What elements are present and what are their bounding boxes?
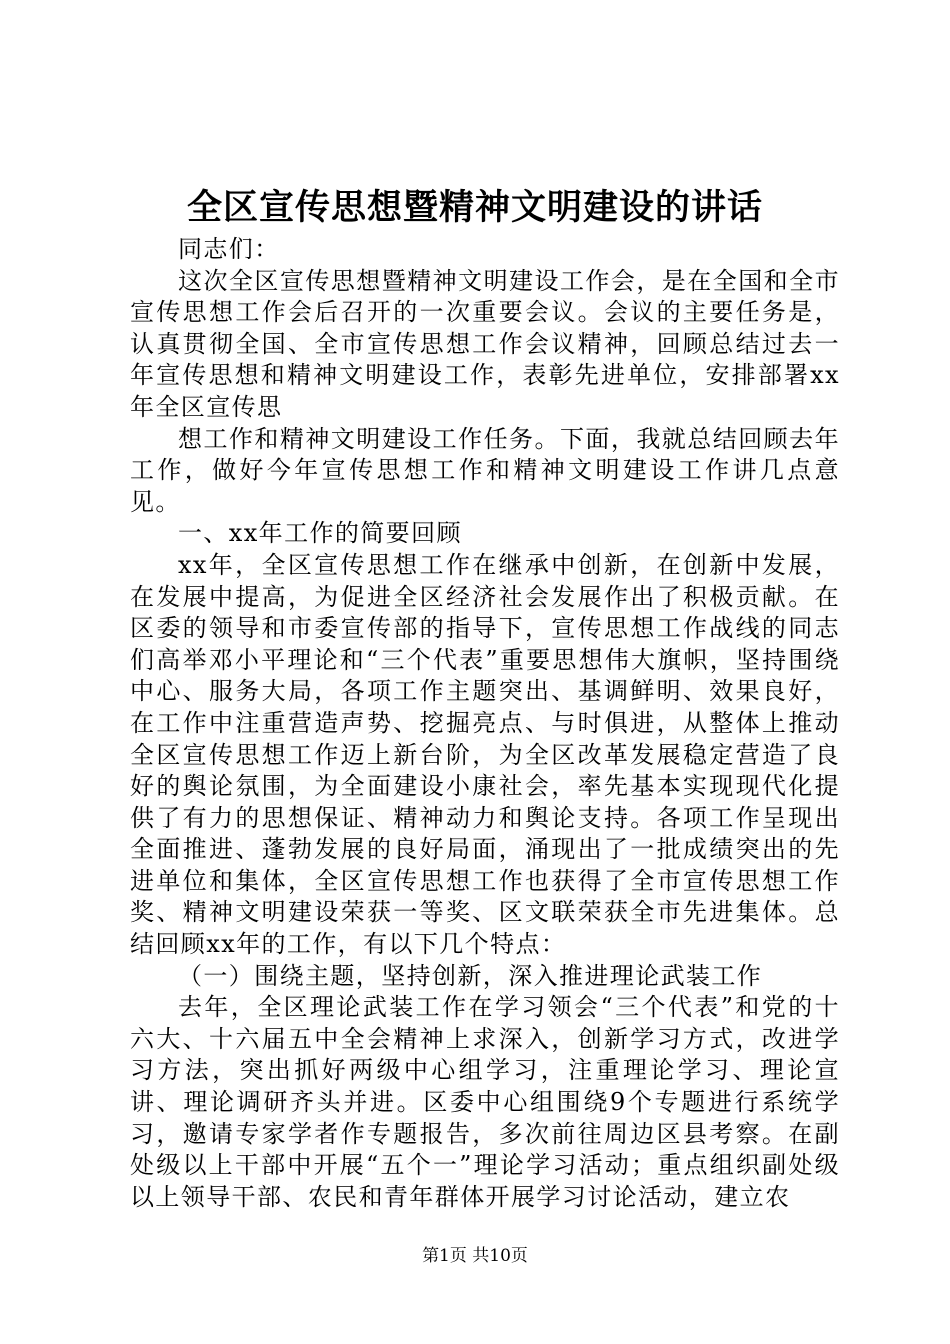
paragraph-salutation: 同志们：	[178, 235, 280, 263]
page-number-footer: 第1页 共10页	[422, 1246, 528, 1266]
document-title: 全区宣传思想暨精神文明建设的讲话	[186, 187, 763, 228]
paragraph-opening: 这次全区宣传思想暨精神文明建设工作会，是在全国和全市宣传思想工作会后召开的一次重要会议。会议的主要任务是，认真贯彻全国、全市宣传思想工作会议精神，回顾总结过去一年宣传思想和精神文明建设工作，表彰先进单位，安排部署xx年全区宣传思	[130, 266, 840, 421]
document-body	[130, 234, 840, 1213]
section-heading-review: 一、xx年工作的简要回顾	[178, 519, 462, 548]
paragraph-review: xx年，全区宣传思想工作在继承中创新，在创新中发展，在发展中提高，为促进全区经济社会发展作出了积极贡献。在区委的领导和市委宣传部的指导下，宣传思想工作战线的同志们高举邓小平理论和“三个代表”重要思想伟大旗帜，坚持围绕中心、服务大局，各项工作主题突出、基调鲜明、效果良好，在工作中注重营造声势、挖掘亮点、与时俱进，从整体上推动全区宣传思想工作迈上新台阶，为全区改革发展稳定营造了良好的舆论氛围，为全面建设小康社会，率先基本实现现代化提供了有力的思想保证、精神动力和舆论支持。各项工作呈现出全面推进、蓬勃发展的良好局面，涌现出了一批成绩突出的先进单位和集体，全区宣传思想工作也获得了全市宣传思想工作奖、精神文明建设荣获一等奖、区文联荣获全市先进集体。总结回顾xx年的工作，有以下几个特点：	[130, 550, 840, 959]
paragraph-theory: 去年，全区理论武装工作在学习领会“三个代表”和党的十六大、十六届五中全会精神上求深入，创新学习方式，改进学习方法，突出抓好两级中心组学习，注重理论学习、理论宣讲、理论调研齐头并进。区委中心组围绕9个专题进行系统学习，邀请专家学者作专题报告，多次前往周边区县考察。在副处级以上干部中开展“五个一”理论学习活动；重点组织副处级以上领导干部、农民和青年群体开展学习讨论活动，建立农	[130, 993, 840, 1211]
subsection-heading-theory: （一）围绕主题，坚持创新，深入推进理论武装工作	[178, 961, 763, 990]
paragraph-opening-continued: 想工作和精神文明建设工作任务。下面，我就总结回顾去年工作，做好今年宣传思想工作和精神文明建设工作讲几点意见。	[130, 424, 840, 516]
